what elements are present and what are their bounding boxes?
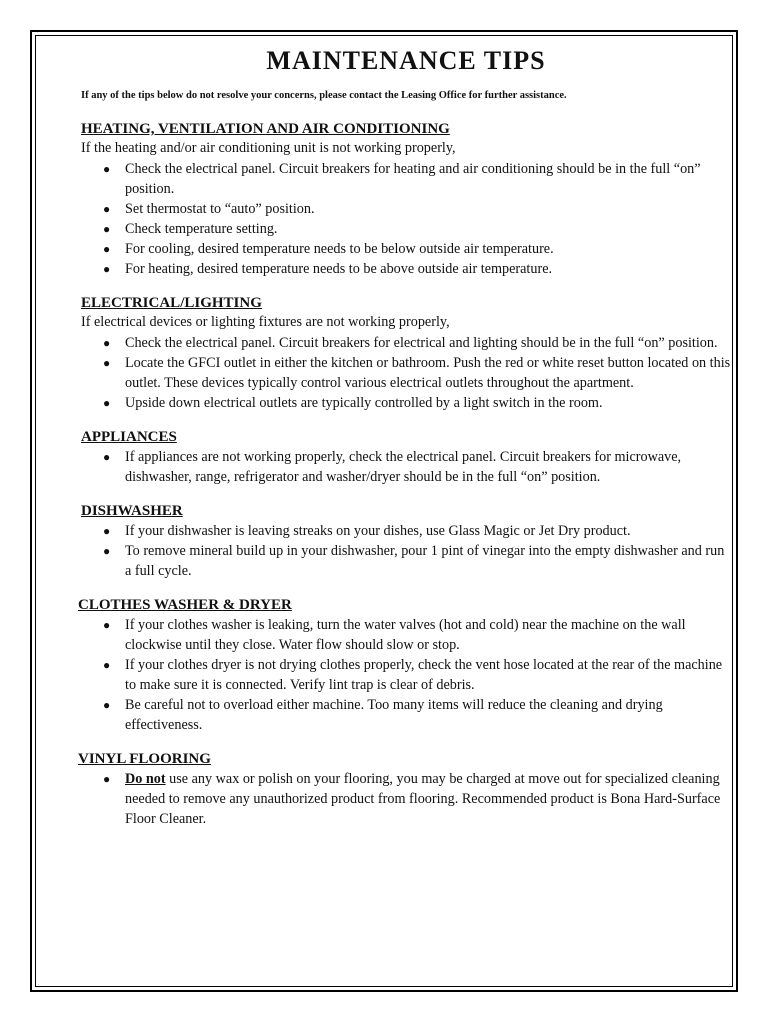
list-item: ● Do not use any wax or polish on your flooring, you may be charged at move out for specialized cleaning needed to remove any unauthorized product from flooring. Recommended product is Bona Hard-Surface Floor Cleaner. xyxy=(103,771,721,827)
bullet-icon: ● xyxy=(103,396,111,410)
vinyl-section xyxy=(78,749,734,829)
bullet-icon: ● xyxy=(103,658,111,672)
electrical-list xyxy=(78,333,734,413)
dishwasher-list xyxy=(78,521,734,581)
bullet-icon: ● xyxy=(103,698,111,712)
list-item: ● Set thermostat to “auto” position. xyxy=(103,201,315,217)
bullet-icon: ● xyxy=(103,242,111,256)
bullet-icon: ● xyxy=(103,544,111,558)
list-item: ● Upside down electrical outlets are typically controlled by a light switch in the room. xyxy=(103,395,603,411)
list-item: ● If your clothes dryer is not drying clothes properly, check the vent hose located at the rear of the machine to make sure it is connected. Verify lint trap is clear of debris. xyxy=(103,657,723,693)
laundry-list xyxy=(78,615,734,735)
bullet-icon: ● xyxy=(103,262,111,276)
hvac-intro: If the heating and/or air conditioning unit is not working properly, xyxy=(81,140,456,156)
list-item: ● For cooling, desired temperature needs to be below outside air temperature. xyxy=(103,241,554,257)
bullet-icon: ● xyxy=(103,772,111,786)
vinyl-list xyxy=(78,769,734,829)
bullet-icon: ● xyxy=(103,222,111,236)
list-item: ● If your dishwasher is leaving streaks on your dishes, use Glass Magic or Jet Dry product. xyxy=(103,523,631,539)
electrical-intro: If electrical devices or lighting fixtures are not working properly, xyxy=(81,314,450,330)
dishwasher-heading: DISHWASHER xyxy=(81,503,183,519)
page-title: MAINTENANCE TIPS xyxy=(266,46,546,75)
list-item: ● Check the electrical panel. Circuit breakers for heating and air conditioning should be in the full “on” position. xyxy=(103,161,701,197)
bullet-icon: ● xyxy=(103,450,111,464)
bullet-icon: ● xyxy=(103,336,111,350)
electrical-section xyxy=(78,293,734,413)
electrical-heading: ELECTRICAL/LIGHTING xyxy=(81,295,262,311)
bullet-icon: ● xyxy=(103,162,111,176)
list-item: ● Check temperature setting. xyxy=(103,221,278,237)
list-item: ● To remove mineral build up in your dishwasher, pour 1 pint of vinegar into the empty dishwasher and run a full cycle. xyxy=(103,543,725,579)
hvac-heading: HEATING, VENTILATION AND AIR CONDITIONING xyxy=(81,121,450,137)
vinyl-heading: VINYL FLOORING xyxy=(78,751,211,767)
bullet-icon: ● xyxy=(103,356,111,370)
leasing-office-notice: If any of the tips below do not resolve your concerns, please contact the Leasing Office for further assistance. xyxy=(81,90,567,101)
bullet-icon: ● xyxy=(103,202,111,216)
laundry-heading: CLOTHES WASHER & DRYER xyxy=(78,597,292,613)
hvac-list xyxy=(78,159,734,279)
dishwasher-section xyxy=(78,501,734,581)
hvac-section xyxy=(78,119,734,279)
list-item: ● If your clothes washer is leaking, turn the water valves (hot and cold) near the machine on the wall clockwise until they close. Water flow should slow or stop. xyxy=(103,617,686,653)
list-item: ● Be careful not to overload either machine. Too many items will reduce the cleaning and drying effectiveness. xyxy=(103,697,663,733)
list-item: ● If appliances are not working properly, check the electrical panel. Circuit breakers for microwave, dishwasher, range, refrigerator and washer/dryer should be in the full “on” position. xyxy=(103,449,682,485)
list-item: ● For heating, desired temperature needs to be above outside air temperature. xyxy=(103,261,553,277)
bullet-icon: ● xyxy=(103,618,111,632)
list-item: ● Locate the GFCI outlet in either the kitchen or bathroom. Push the red or white reset button located on this outlet. These devices typically control various electrical outlets throughout the apartment. xyxy=(103,355,731,391)
appliances-section xyxy=(78,427,734,487)
list-item: ● Check the electrical panel. Circuit breakers for electrical and lighting should be in the full “on” position. xyxy=(103,335,718,351)
bullet-icon: ● xyxy=(103,524,111,538)
laundry-section xyxy=(78,595,734,735)
appliances-list xyxy=(78,447,734,487)
appliances-heading: APPLIANCES xyxy=(81,429,177,445)
do-not-emphasis: Do not xyxy=(125,771,166,787)
document-body xyxy=(78,46,734,843)
